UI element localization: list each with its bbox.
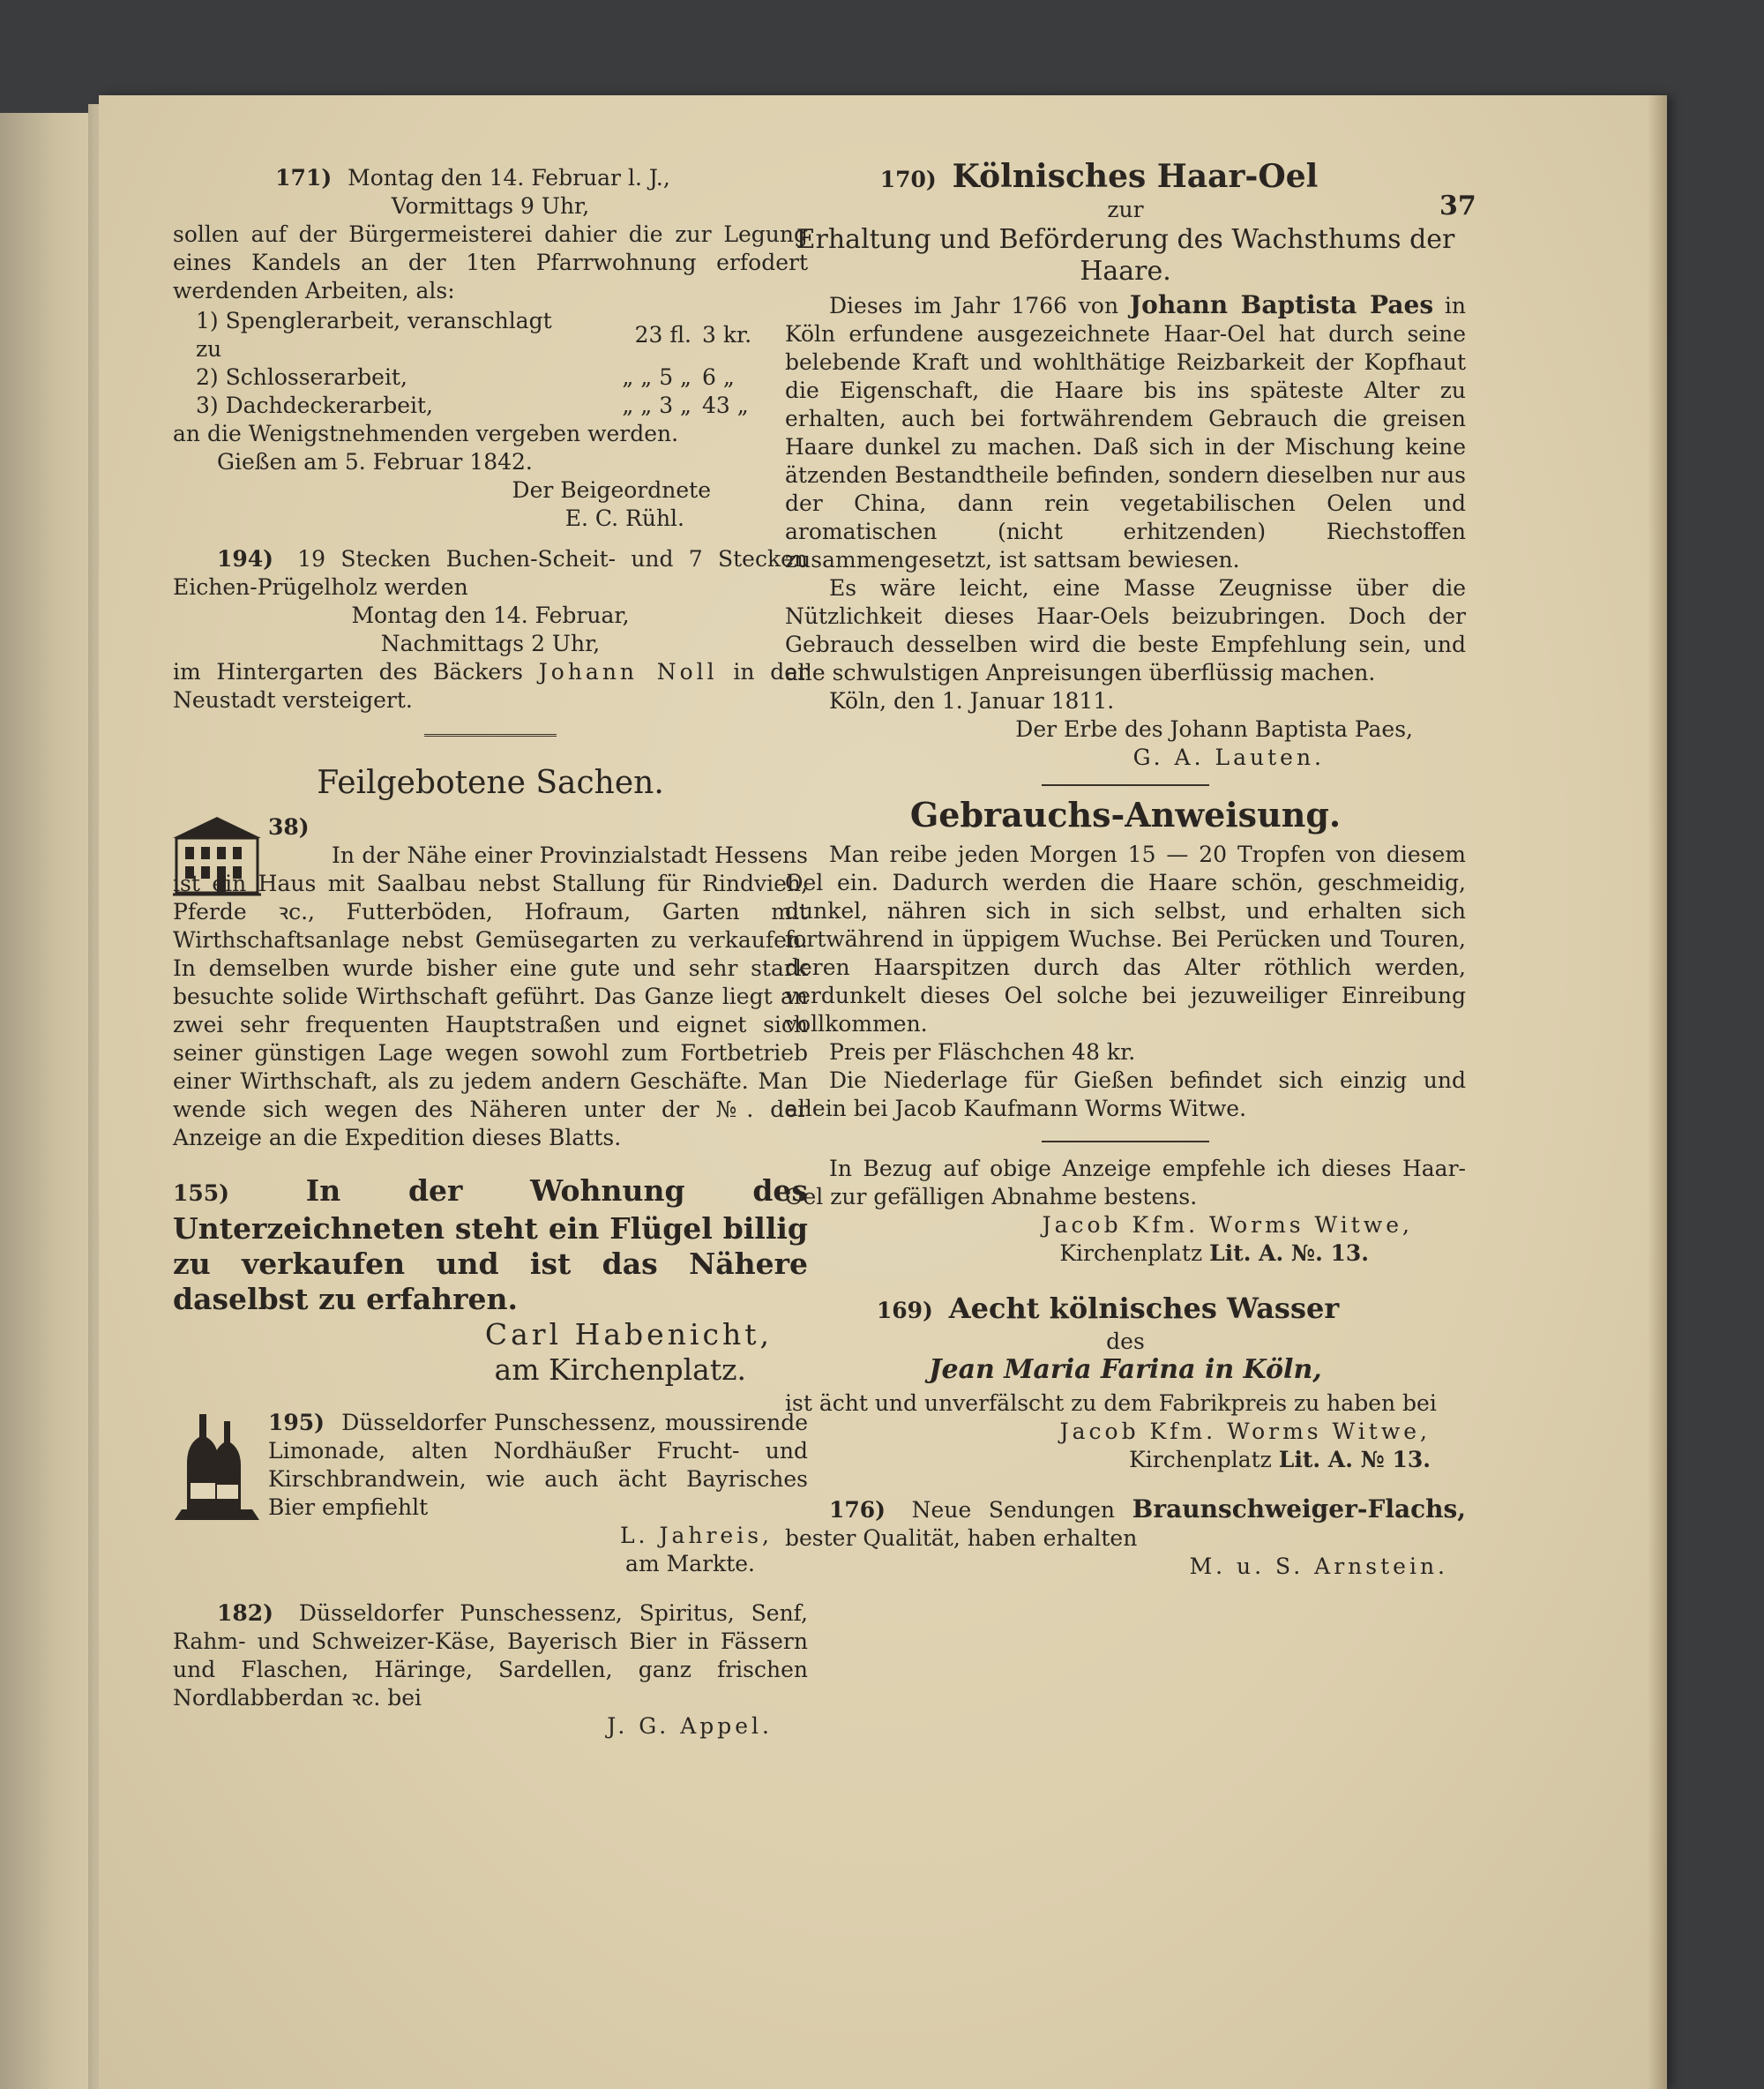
page-edge-shadow	[1648, 95, 1667, 2089]
ad-title-connector: zur	[1107, 197, 1144, 222]
ad-text-a: Dieses im Jahr 1766 von	[829, 293, 1119, 318]
signature-place: Kirchenplatz	[1059, 1240, 1203, 1266]
signature-name: L. Jahreis,	[619, 1523, 773, 1548]
depot-text: Die Niederlage für Gießen befindet sich einzig und allein bei Jacob Kaufmann Worms Witwe.	[785, 1067, 1466, 1121]
signature-name: J. G. Appel.	[607, 1713, 773, 1739]
bottles-icon	[173, 1409, 261, 1524]
ad-number: 171)	[275, 165, 333, 191]
ad-text-c: bester Qualität, haben erhalten	[785, 1525, 1138, 1551]
cost-value-a: 23 fl.	[634, 322, 691, 348]
ad-maker: Jean Maria Farina in Köln,	[929, 1354, 1322, 1385]
ad-tail-name: Johann Noll	[538, 659, 718, 685]
signature-address: Lit. A. № 13.	[1278, 1447, 1431, 1472]
ad-tail: an die Wenigstnehmenden vergeben werden.	[173, 421, 679, 446]
cost-row	[191, 392, 757, 420]
ad-date: Köln, den 1. Januar 1811.	[829, 688, 1115, 714]
signature-place: am Kirchenplatz.	[494, 1352, 746, 1387]
page-number: 37	[1439, 191, 1476, 221]
ad-body: In der Nähe einer Provinzialstadt Hessens ist ein Haus mit Saalbau nebst Stallung für Rindvieh, Pferde ꝛc., Futterböden, Hofraum, Garten mit Wirthschaftsanlage nebst Gemüsegarten zu verkaufen. In demselben wurde bisher eine gute und sehr stark besuchte solide Wirthschaft geführt. Das Ganze liegt an zwei sehr frequenten Hauptstraßen und eignet sich seiner günstigen Lage wegen sowohl zum Fortbetrieb einer Wirthschaft, als zu jedem andern Geschäfte. Man wende sich wegen des Näheren unter der №. der Anzeige an die Expedition dieses Blatts.	[173, 842, 808, 1150]
cost-value-b: 43 „	[702, 393, 749, 418]
signature-address: Lit. A. №. 13.	[1209, 1240, 1369, 1266]
signature-name: Carl Habenicht,	[484, 1317, 773, 1351]
ad-product: Braunschweiger-Flachs,	[1132, 1494, 1467, 1524]
ad-171	[173, 164, 808, 533]
ad-time-line: Vormittags 9 Uhr,	[391, 193, 590, 219]
section-title: Feilgebotene Sachen.	[317, 765, 664, 801]
ad-body: sollen auf der Bürgermeisterei dahier die zur Legung eines Kandels an der 1ten Pfarrwohnung erfodert werdenden Arbeiten, als:	[173, 221, 808, 303]
ad-38	[173, 813, 808, 1152]
signature-place: am Markte.	[625, 1551, 755, 1576]
ad-tail-b: in der Neustadt versteigert.	[173, 659, 808, 713]
ad-body: 19 Stecken Buchen-Scheit- und 7 Stecken Eichen-Prügelholz werden	[173, 546, 808, 600]
ad-inventor-name: Johann Baptista Paes	[1129, 290, 1434, 319]
ad-title: Kölnisches Haar-Oel	[952, 158, 1319, 195]
ad-body: In der Wohnung des Unterzeichneten steht ein Flügel billig zu verkaufen und ist das Nähere daselbst zu erfahren.	[173, 1173, 808, 1316]
divider	[1042, 1141, 1209, 1142]
ad-number: 194)	[217, 546, 274, 572]
ad-182	[173, 1599, 808, 1741]
ad-194	[173, 545, 808, 715]
ad-195	[173, 1409, 808, 1578]
cost-row	[191, 307, 757, 363]
ad-number: 176)	[829, 1497, 886, 1523]
ad-number: 170)	[879, 167, 937, 192]
ad-text-b: in Köln erfundene ausgezeichnete Haar-Oel hat durch seine belebende Kraft und wohlthätige Reizbarkeit der Kopfhaut die Eigenschaft, die Haare bis ins späteste Alter zu erhalten, auch bei fortwährendem Gebrauch die greisen Haare dunkel zu machen. Daß sich in der Mischung keine ätzenden Bestandtheile befinden, sondern dieselben nur aus der China, dann rein vegetabilischen Oelen und aromatischen (nicht erhitzenden) Riechstoffen zusammengesetzt, ist sattsam bewiesen.	[785, 293, 1466, 573]
cost-label: 2) Schlosserarbeit,	[196, 364, 407, 390]
ad-155	[173, 1173, 808, 1388]
signature-name: E. C. Rühl.	[564, 505, 684, 531]
right-column	[785, 157, 1466, 1581]
cost-row	[191, 363, 757, 392]
ad-subtitle: Erhaltung und Beförderung des Wachsthums der Haare.	[796, 224, 1455, 287]
reference-text: In Bezug auf obige Anzeige empfehle ich dieses Haar-Oel zur gefälligen Abnahme bestens.	[785, 1156, 1466, 1209]
ad-number: 169)	[876, 1298, 933, 1323]
divider	[1042, 784, 1209, 786]
usage-title: Gebrauchs-Anweisung.	[909, 795, 1342, 835]
ad-176	[785, 1495, 1466, 1581]
cost-value-a: „ „ 3 „	[622, 393, 691, 418]
ad-169	[785, 1289, 1466, 1474]
left-page-edge	[0, 113, 99, 2089]
ad-date-line: Montag den 14. Februar l. J.,	[348, 165, 670, 191]
cost-value-b: 3 kr.	[702, 322, 752, 348]
cost-table	[191, 307, 757, 420]
ad-title: Aecht kölnisches Wasser	[948, 1292, 1340, 1325]
usage-text: Man reibe jeden Morgen 15 — 20 Tropfen von diesem Oel ein. Dadurch werden die Haare schön, geschmeidig, dunkel, nähren sich in sich selbst, und erhalten sich fortwährend in üppigem Wuchse. Bei Perücken und Touren, deren Haarspitzen durch das Alter röthlich werden, verdunkelt dieses Oel solche bei jezuweiliger Einreibung vollkommen.	[785, 842, 1466, 1037]
ad-body: Düsseldorfer Punschessenz, Spiritus, Senf, Rahm- und Schweizer-Käse, Bayerisch Bier in Fässern und Flaschen, Häringe, Sardellen, ganz frischen Nordlabberdan ꝛc. bei	[173, 1600, 808, 1711]
signature-name: M. u. S. Arnstein.	[1189, 1554, 1448, 1579]
ad-time-line: Nachmittags 2 Uhr,	[380, 631, 601, 656]
ad-tail-a: im Hintergarten des Bäckers	[173, 659, 524, 685]
signature-title: Der Erbe des Johann Baptista Paes,	[1015, 716, 1413, 742]
ad-170	[785, 157, 1466, 1268]
section-divider	[424, 734, 557, 739]
cost-label: 3) Dachdeckerarbeit,	[196, 393, 433, 418]
cost-value-a: „ „ 5 „	[622, 364, 691, 390]
ad-text-a: Neue Sendungen	[911, 1497, 1116, 1523]
ad-date: Gießen am 5. Februar 1842.	[217, 449, 533, 475]
ad-number: 182)	[217, 1600, 274, 1626]
ad-body: ist ächt und unverfälscht zu dem Fabrikpreis zu haben bei	[785, 1390, 1437, 1416]
signature-title: Der Beigeordnete	[512, 477, 711, 503]
cost-label: 1) Spenglerarbeit, veranschlagt zu	[196, 308, 552, 362]
signature-name: G. A. Lauten.	[1132, 745, 1325, 770]
signature-name: Jacob Kfm. Worms Witwe,	[1059, 1419, 1431, 1444]
left-column	[173, 164, 808, 1741]
ad-number: 155)	[173, 1180, 230, 1206]
ad-number: 195)	[268, 1410, 325, 1435]
ad-number: 38)	[268, 814, 310, 840]
cost-value-b: 6 „	[702, 364, 735, 390]
ad-date-line: Montag den 14. Februar,	[351, 603, 630, 628]
price: Preis per Fläschchen 48 kr.	[829, 1039, 1136, 1065]
ad-body: Düsseldorfer Punschessenz, moussirende Limonade, alten Nordhäußer Frucht- und Kirschbrandwein, wie auch ächt Bayrisches Bier empfiehlt	[268, 1410, 808, 1520]
ad-paragraph: Es wäre leicht, eine Masse Zeugnisse über die Nützlichkeit dieses Haar-Oels beizubringen. Doch der Gebrauch desselben wird die beste Empfehlung sein, und alle schwulstigen Anpreisungen überflüssig machen.	[785, 575, 1466, 685]
ad-title-connector: des	[1106, 1329, 1145, 1354]
signature-name: Jacob Kfm. Worms Witwe,	[1042, 1212, 1413, 1238]
signature-place: Kirchenplatz	[1129, 1447, 1272, 1472]
